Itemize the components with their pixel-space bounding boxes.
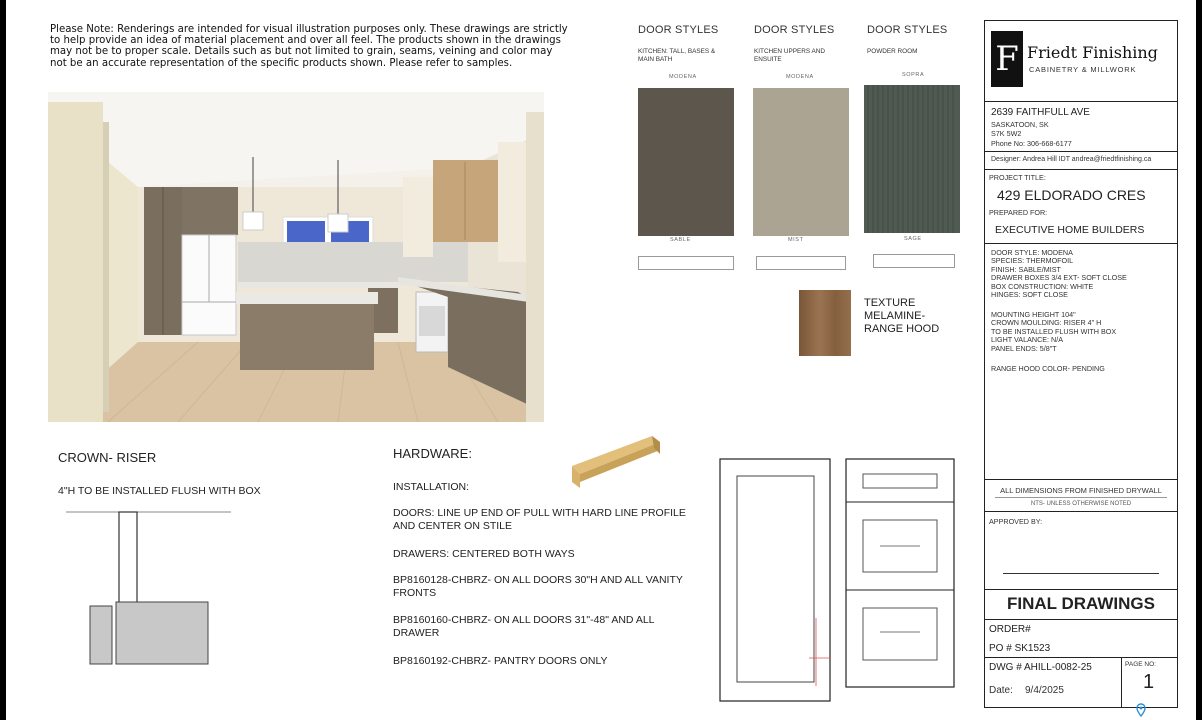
drawing-sheet [6, 0, 1196, 720]
hardware-item-3: BP8160192-CHBRZ- PANTRY DOORS ONLY [393, 655, 608, 667]
door-style-2-heading: DOOR STYLES [754, 24, 835, 36]
door-style-3-swatch [864, 85, 960, 233]
door-style-3-label-box [873, 254, 955, 268]
spec-range-hood: RANGE HOOD COLOR- PENDING [991, 364, 1105, 373]
dwg-number: DWG # AHILL-0082-25 [989, 662, 1092, 673]
hardware-doors-line2: AND CENTER ON STILE [393, 520, 513, 532]
page-number: 1 [1143, 671, 1155, 693]
hardware-item-2-line1: BP8160160-CHBRZ- ON ALL DOORS 31"-48" AND ALL [393, 614, 655, 626]
title-block [984, 20, 1178, 708]
order-label: ORDER# [989, 624, 1031, 635]
spec-light-valance: LIGHT VALANCE: N/A [991, 335, 1064, 345]
spec-door-style: DOOR STYLE: MODENA [991, 248, 1073, 257]
hardware-item-2 [393, 614, 655, 640]
texture-label [864, 297, 939, 336]
page-number-label: PAGE NO: [1125, 661, 1156, 668]
spec-mounting-height: MOUNTING HEIGHT 104" [991, 310, 1076, 319]
logo-icon: F [991, 31, 1023, 87]
crown-detail-drawing [66, 505, 236, 675]
spec-crown: CROWN MOULDING: RISER 4" H [991, 318, 1102, 328]
hardware-item-1 [393, 574, 683, 600]
door-style-1-subtitle: KITCHEN: TALL, BASES & MAIN BATH [638, 48, 716, 63]
location-pin-icon[interactable] [1136, 703, 1146, 717]
crown-title: CROWN- RISER [58, 450, 157, 465]
door-style-2-label-box [756, 256, 846, 270]
designer: Designer: Andrea Hill IDT andrea@friedtfinishing.ca [991, 156, 1152, 163]
hardware-title: HARDWARE: [393, 446, 472, 461]
door-style-1-finish: SABLE [670, 237, 691, 243]
hardware-doors [393, 507, 686, 533]
hardware-item-1-line2: FRONTS [393, 587, 437, 599]
final-drawings-label: FINAL DRAWINGS [1007, 594, 1155, 613]
address-line1: 2639 FAITHFULL AVE [991, 107, 1090, 118]
drawer-elevation-drawing [845, 458, 957, 695]
hardware-drawers: DRAWERS: CENTERED BOTH WAYS [393, 548, 575, 560]
hardware-item-1-line1: BP8160128-CHBRZ- ON ALL DOORS 30"H AND ALL VANITY [393, 574, 683, 586]
company-tagline: CABINETRY & MILLWORK [1029, 65, 1137, 74]
dimensions-note: ALL DIMENSIONS FROM FINISHED DRYWALL [1000, 486, 1162, 495]
door-style-1-label-box [638, 256, 734, 270]
door-style-2-name: MODENA [786, 74, 814, 80]
door-style-1-name: MODENA [669, 74, 697, 80]
phone: Phone No: 306-668-6177 [991, 139, 1072, 148]
texture-swatch [799, 290, 851, 356]
spec-drawer-boxes: DRAWER BOXES 3/4 EXT- SOFT CLOSE [991, 273, 1127, 283]
door-style-2-finish: MIST [788, 237, 804, 243]
address-line3: S7K 5W2 [991, 129, 1022, 138]
approved-by-label: APPROVED BY: [989, 517, 1043, 526]
project-title: 429 ELDORADO CRES [997, 187, 1146, 203]
door-style-2-swatch [753, 88, 849, 236]
door-style-3-subtitle: POWDER ROOM [867, 48, 918, 55]
spec-species: SPECIES: THERMOFOIL [991, 256, 1074, 266]
date-value: 9/4/2025 [1025, 685, 1064, 696]
texture-label-line2: MELAMINE- [864, 310, 926, 322]
prepared-for: EXECUTIVE HOME BUILDERS [995, 224, 1145, 236]
company-name: Friedt Finishing [1027, 43, 1158, 62]
spec-hinges: HINGES: SOFT CLOSE [991, 290, 1068, 300]
address-line2: SASKATOON, SK [991, 120, 1049, 129]
spec-crown-install: TO BE INSTALLED FLUSH WITH BOX [991, 326, 1117, 336]
pull-handle-image [568, 428, 668, 497]
date-label: Date: [989, 685, 1013, 696]
door-style-2-subtitle: KITCHEN UPPERS AND ENSUITE [754, 48, 826, 63]
spec-panel-ends: PANEL ENDS: 5/8"T [991, 343, 1057, 353]
approval-signature-line [1003, 573, 1159, 574]
door-style-3-finish: SAGE [904, 236, 922, 242]
project-title-label: PROJECT TITLE: [989, 173, 1046, 182]
spec-list [991, 249, 1127, 299]
door-style-1-swatch [638, 88, 734, 236]
door-elevation-drawing [719, 458, 834, 713]
spec-finish: FINISH: SABLE/MIST [991, 264, 1061, 274]
texture-label-line3: RANGE HOOD [864, 323, 940, 335]
door-style-1-heading: DOOR STYLES [638, 24, 719, 36]
spec-list-2 [991, 311, 1116, 353]
kitchen-rendering [48, 92, 544, 422]
disclaimer-note: Please Note: Renderings are intended for visual illustration purposes only. These drawings are strictly to help provide an idea of material placement and over all feel. The products shown in the drawings may not be to proper scale. Details such as but not limited to grain, seams, veining and color may not be an accurate representation of the specific products shown. Please refer to samples. [50, 24, 568, 69]
hardware-installation: INSTALLATION: [393, 481, 470, 493]
spec-box-construction: BOX CONSTRUCTION: WHITE [991, 281, 1094, 291]
nts-note: NTS- UNLESS OTHERWISE NOTED [1030, 501, 1132, 507]
hardware-doors-line1: DOORS: LINE UP END OF PULL WITH HARD LINE PROFILE [393, 507, 686, 519]
door-style-3-heading: DOOR STYLES [867, 24, 948, 36]
prepared-for-label: PREPARED FOR: [989, 208, 1048, 217]
crown-note: 4"H TO BE INSTALLED FLUSH WITH BOX [58, 485, 261, 497]
hardware-item-2-line2: DRAWER [393, 627, 440, 639]
texture-label-line1: TEXTURE [864, 297, 916, 309]
door-style-3-name: SOPRA [902, 72, 925, 78]
po-number: PO # SK1523 [989, 643, 1051, 654]
